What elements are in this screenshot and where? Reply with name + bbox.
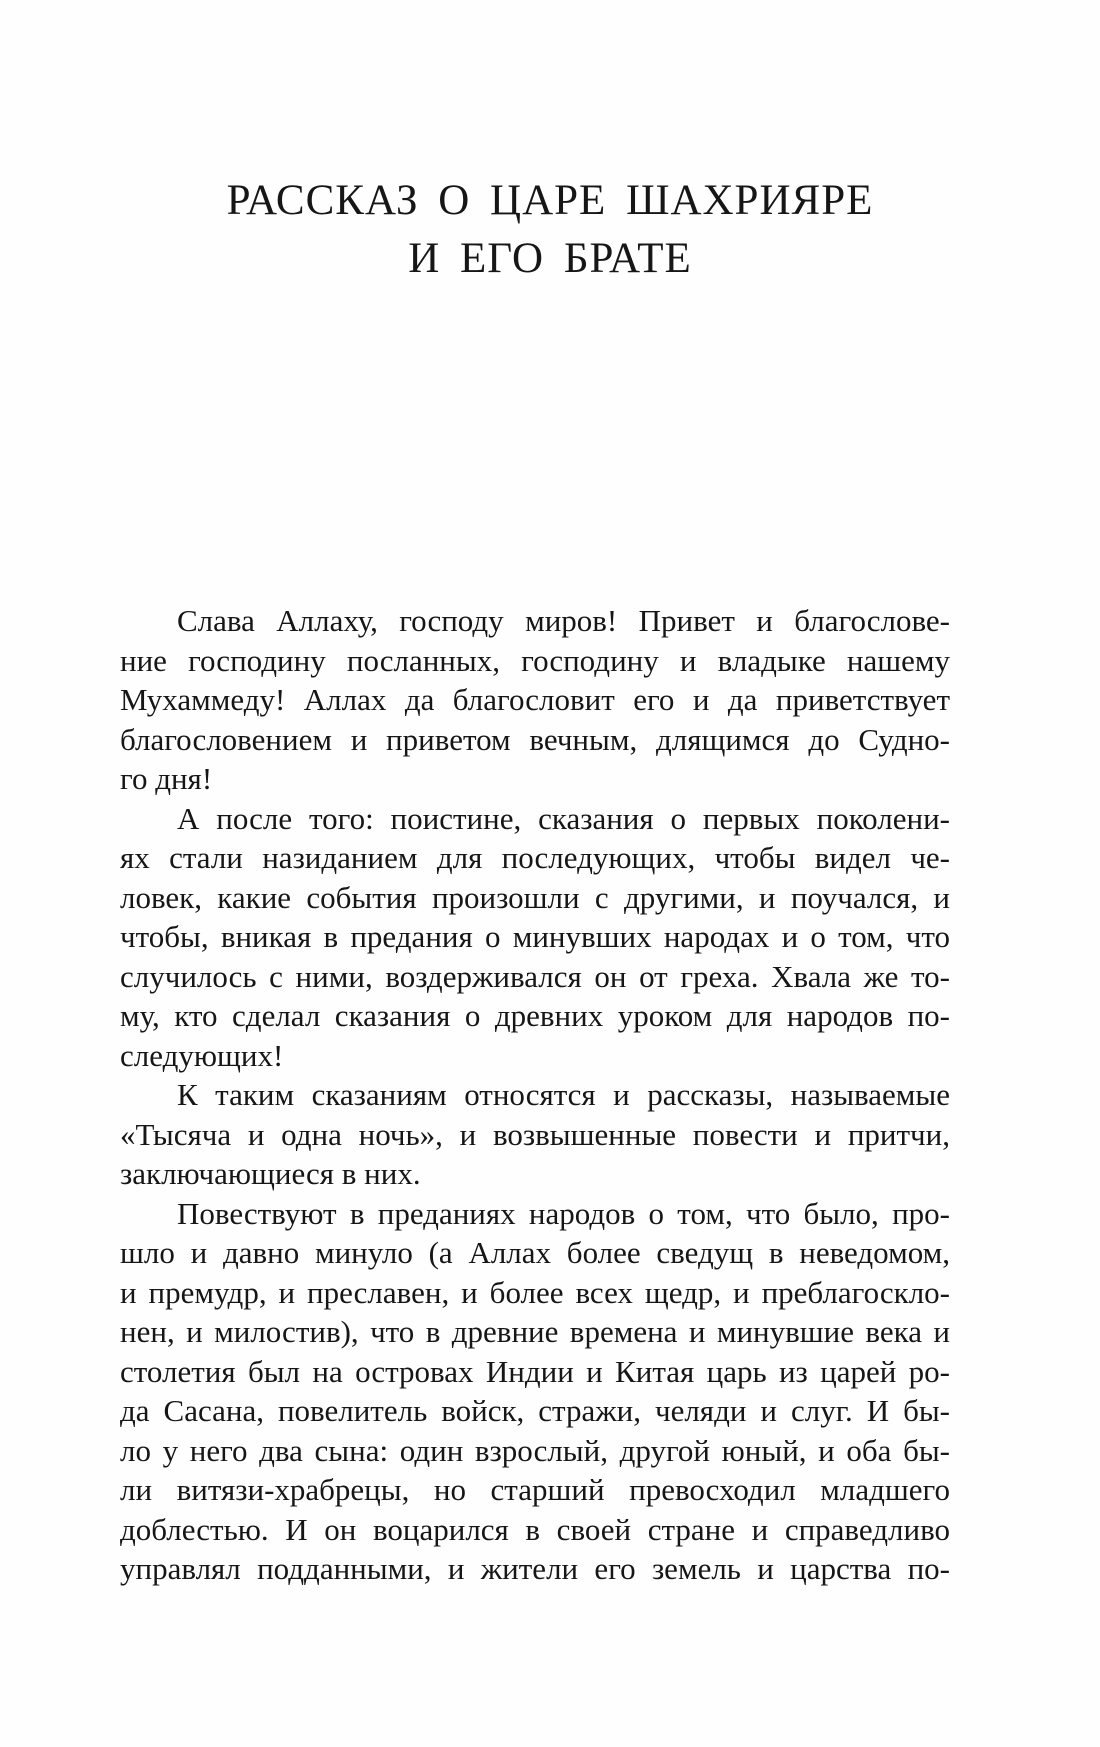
text-line: ло у него два сына: один взрослый, другой юный, и оба бы- <box>120 1432 950 1468</box>
chapter-title-line1: РАССКАЗ О ЦАРЕ ШАХРИЯРЕ <box>226 177 874 224</box>
body-text <box>120 601 950 1589</box>
text-line: ях стали назиданием для последующих, чтобы видел че- <box>120 840 950 875</box>
text-line: го дня! <box>120 761 213 796</box>
chapter-title-line2: И ЕГО БРАТЕ <box>408 235 692 282</box>
text-line: му, кто сделал сказания о древних уроком для народов по- <box>120 998 950 1033</box>
text-line: следующих! <box>120 1037 284 1073</box>
text-line: А после того: поистине, сказания о первых поколени- <box>177 800 950 836</box>
text-line: случилось с ними, воздерживался он от греха. Хвала же то- <box>120 958 950 994</box>
text-line: ловек, какие события произошли с другими, и поучался, и <box>120 879 950 915</box>
chapter-title <box>0 172 1100 288</box>
text-line: Повествуют в преданиях народов о том, что было, про- <box>177 1195 950 1231</box>
text-line: и премудр, и преславен, и более всех щедр, и преблагоскло- <box>120 1274 950 1310</box>
text-line: столетия был на островах Индии и Китая царь из царей ро- <box>120 1353 950 1389</box>
text-line: управлял подданными, и жители его земель и царства по- <box>120 1551 950 1586</box>
text-line: нен, и милостив), что в древние времена и минувшие века и <box>120 1314 950 1349</box>
text-line: Слава Аллаху, господу миров! Привет и благослове- <box>177 603 950 638</box>
text-line: да Сасана, повелитель войск, стражи, челяди и слуг. И бы- <box>120 1393 950 1428</box>
text-line: ли витязи-храбрецы, но старший превосходил младшего <box>120 1472 950 1507</box>
text-line: чтобы, вникая в предания о минувших народах и о том, что <box>120 919 950 954</box>
text-line: доблестью. И он воцарился в своей стране и справедливо <box>120 1511 950 1547</box>
text-line: заключающиеся в них. <box>120 1156 421 1191</box>
text-line: Мухаммеду! Аллах да благословит его и да приветствует <box>120 682 950 717</box>
text-line: ние господину посланных, господину и владыке нашему <box>120 642 950 678</box>
text-line: «Тысяча и одна ночь», и возвышенные повести и притчи, <box>120 1116 950 1152</box>
text-line: шло и давно минуло (а Аллах более сведущ в неведомом, <box>120 1235 950 1270</box>
text-line: благословением и приветом вечным, длящимся до Судно- <box>120 721 950 757</box>
text-line: К таким сказаниям относятся и рассказы, называемые <box>177 1077 950 1112</box>
